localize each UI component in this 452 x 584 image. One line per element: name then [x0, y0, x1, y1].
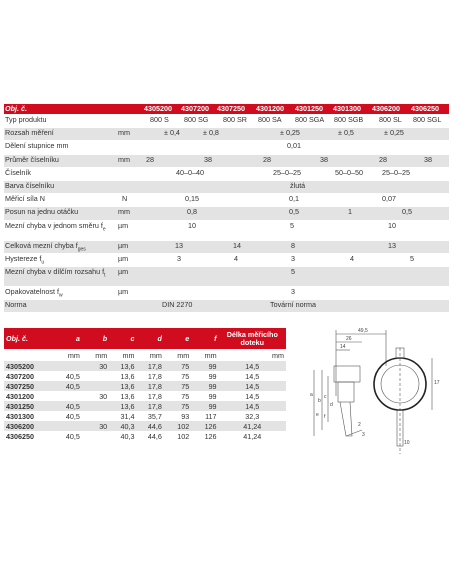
spec-row-label: Průměr číselníku — [5, 154, 59, 164]
spec-code: 4305200 — [144, 104, 172, 113]
spec-value: 0,5 — [402, 207, 412, 217]
spec-value: 8 — [291, 240, 295, 250]
spec-row-label: Dělení stupnice mm — [5, 141, 69, 151]
spec-unit: µm — [118, 266, 129, 276]
body-outline — [338, 382, 354, 402]
spec-value: 14 — [233, 240, 241, 250]
spec-unit: mm — [118, 128, 130, 138]
dimension-label: 49,5 — [358, 328, 368, 334]
spec-value: 3 — [177, 253, 181, 263]
dimension-value: 40,5 — [55, 401, 82, 411]
spec-value: 5 — [410, 253, 414, 263]
dimension-value: 75 — [164, 381, 191, 391]
dimension-label: 10 — [404, 440, 410, 446]
spec-row-force — [4, 194, 449, 207]
dimension-value: 99 — [191, 361, 218, 371]
spec-value: 28 — [263, 154, 271, 164]
dimension-row — [4, 371, 286, 381]
dimension-value: 14,5 — [219, 381, 286, 391]
probe-outline — [340, 402, 352, 436]
dimension-unit: mm — [272, 350, 284, 360]
spec-value: 0,07 — [382, 194, 396, 204]
spec-value: ± 0,25 — [280, 128, 300, 138]
spec-row-partial-range-error — [4, 267, 449, 287]
dimension-label: c — [324, 394, 327, 400]
spec-row-label: Typ produktu — [5, 115, 47, 124]
dimension-value — [82, 411, 109, 421]
spec-value: 10 — [188, 220, 196, 230]
dimension-value: 14,5 — [245, 391, 260, 401]
dimension-value: 31,4 — [120, 411, 135, 421]
dimension-value: 41,24 — [243, 431, 262, 441]
dimension-unit: mm — [122, 350, 135, 360]
dimension-value: 44,6 — [137, 421, 164, 431]
spec-value: 0,5 — [289, 207, 299, 217]
dimension-header: c — [109, 328, 136, 349]
spec-unit: mm — [118, 154, 130, 164]
dimension-value: 14,5 — [219, 401, 286, 411]
dimension-label: b — [318, 398, 321, 404]
spec-value: 10 — [388, 220, 396, 230]
dimension-value — [82, 381, 109, 391]
dimension-row — [4, 411, 286, 421]
spec-value: 4 — [234, 253, 238, 263]
dimension-unit: mm — [95, 350, 108, 360]
dimension-value: 40,5 — [65, 371, 80, 381]
dimension-label: 17 — [434, 380, 440, 386]
spec-row-label: Norma — [5, 300, 27, 310]
dimension-value: 30 — [82, 361, 109, 371]
spec-row-label-text: Mezní chyba v jednom směru f — [5, 220, 103, 230]
spec-value: 800 SG — [184, 115, 209, 124]
dimension-value: 117 — [205, 411, 217, 421]
spec-unit: µm — [118, 240, 129, 250]
dimension-value: 17,8 — [147, 371, 162, 381]
dimension-header: Obj. č. — [4, 328, 55, 349]
dimension-code: 4306200 — [4, 421, 55, 431]
spec-row-label-sub: w — [58, 292, 63, 299]
spec-row-label — [5, 266, 113, 279]
spec-row-label-sub: ges — [77, 245, 86, 252]
dimension-value: 13,6 — [109, 381, 136, 391]
spec-value: 800 SR — [223, 115, 247, 124]
spec-row-repeatability — [4, 287, 449, 300]
dimension-code: 4301250 — [4, 401, 55, 411]
dimension-value: 99 — [191, 401, 218, 411]
dimension-header: Délka měřicího doteku — [219, 328, 286, 349]
dimension-label: 26 — [346, 336, 352, 342]
spec-row-dial-color — [4, 181, 449, 194]
dimension-value — [55, 391, 82, 401]
dimension-value: 30 — [99, 391, 108, 401]
dimension-label: a — [310, 392, 313, 398]
spec-value: 1 — [348, 207, 352, 217]
dimension-header: d — [137, 328, 164, 349]
dimension-unit: mm — [204, 350, 217, 360]
spec-row-label — [5, 222, 110, 230]
spec-row-error-one-direction — [4, 221, 449, 241]
spec-value: 50–0–50 — [335, 167, 363, 177]
body-outline — [334, 366, 360, 382]
spec-row-label — [5, 242, 117, 250]
dimension-value: 40,3 — [109, 421, 136, 431]
dimension-value: 17,8 — [137, 361, 164, 371]
dimension-unit: mm — [67, 350, 80, 360]
spec-value: 25–0–25 — [382, 167, 410, 177]
spec-row-label: Rozsah měření — [5, 128, 54, 138]
spec-value: 38 — [320, 154, 328, 164]
dimension-header: e — [164, 328, 191, 349]
dimension-row — [4, 391, 286, 401]
dimension-row — [4, 431, 286, 441]
spec-code: 4307200 — [181, 104, 209, 113]
dimension-value: 126 — [204, 431, 217, 441]
dimension-unit — [4, 349, 55, 361]
dimension-value: 102 — [177, 431, 190, 441]
spec-value: ± 0,4 — [164, 128, 180, 138]
dimension-table — [4, 328, 286, 441]
dimension-value: 40,5 — [65, 431, 80, 441]
dimension-label: d — [330, 402, 333, 408]
dimension-value: 75 — [181, 391, 190, 401]
dimension-value: 35,7 — [147, 411, 162, 421]
spec-value: 38 — [204, 154, 212, 164]
spec-table — [4, 104, 449, 313]
spec-value: ± 0,8 — [203, 128, 219, 138]
dimension-code: 4301300 — [6, 411, 34, 421]
spec-code: 4301250 — [295, 104, 323, 113]
dimension-value: 126 — [191, 421, 218, 431]
dimension-value — [82, 401, 109, 411]
spec-value: 0,15 — [185, 194, 199, 204]
spec-row-travel — [4, 207, 449, 220]
dimension-value: 17,8 — [137, 381, 164, 391]
spec-value: ± 0,5 — [338, 128, 354, 138]
dimension-row — [4, 361, 286, 371]
spec-value: 3 — [291, 253, 295, 263]
spec-value: 40–0–40 — [176, 167, 204, 177]
dimension-value: 44,6 — [147, 431, 162, 441]
spec-unit: µm — [118, 220, 129, 230]
spec-value: DIN 2270 — [162, 300, 193, 310]
dimension-value: 40,5 — [65, 411, 80, 421]
spec-code: 4301200 — [256, 104, 284, 113]
spec-value: žlutá — [290, 180, 306, 190]
spec-value: 5 — [290, 220, 294, 230]
dimension-value — [55, 421, 82, 431]
spec-row-type — [4, 115, 449, 128]
spec-value: Tovární norma — [270, 300, 316, 310]
spec-row-range — [4, 128, 449, 141]
spec-header-row — [4, 104, 449, 115]
dimension-value: 75 — [164, 361, 191, 371]
dimension-code: 4307200 — [6, 371, 34, 381]
dimension-value — [82, 431, 109, 441]
spec-value: 0,01 — [287, 141, 301, 151]
dimension-label: 3 — [362, 432, 365, 438]
dimension-value: 13,6 — [120, 371, 135, 381]
dimension-label: e — [316, 412, 319, 418]
dimension-code: 4301200 — [6, 391, 34, 401]
dimension-row — [4, 401, 286, 411]
spec-row-label: Posun na jednu otáčku — [5, 207, 79, 217]
spec-unit: N — [122, 194, 128, 204]
dimension-value: 99 — [191, 381, 218, 391]
spec-row-standard — [4, 300, 449, 313]
spec-value: 4 — [350, 253, 354, 263]
dimension-unit: mm — [177, 350, 190, 360]
spec-value: 25–0–25 — [273, 167, 301, 177]
dimension-value: 41,24 — [219, 421, 286, 431]
technical-drawing — [300, 326, 450, 454]
dimension-row — [4, 421, 286, 431]
spec-row-label: Měřicí síla N — [5, 194, 45, 204]
dimension-value — [82, 371, 109, 381]
spec-row-label-text: Opakovatelnost f — [5, 286, 59, 296]
dimension-value: 75 — [181, 371, 190, 381]
spec-row-hysteresis — [4, 254, 449, 267]
dimension-value: 99 — [208, 371, 217, 381]
dimension-value: 32,3 — [245, 411, 260, 421]
dimension-row — [4, 381, 286, 391]
dimension-unit: mm — [149, 350, 162, 360]
spec-row-label: Barva číselníku — [5, 180, 55, 190]
spec-value: 3 — [291, 286, 295, 296]
dimension-code: 4306250 — [6, 431, 34, 441]
spec-value: ± 0,25 — [384, 128, 404, 138]
spec-row-label: Číselník — [5, 167, 31, 177]
spec-value: 13 — [388, 240, 396, 250]
spec-row-label-text: Hystereze f — [5, 253, 42, 263]
dimension-code: 4307250 — [4, 381, 55, 391]
spec-value: 800 SGB — [334, 115, 364, 124]
spec-row-label — [5, 286, 117, 299]
dimension-value: 93 — [181, 411, 190, 421]
spec-row-label-sub: t — [104, 272, 106, 279]
spec-value: 13 — [175, 240, 183, 250]
dimension-value: 40,5 — [55, 381, 82, 391]
spec-value: 800 SGL — [413, 115, 442, 124]
spec-value: 38 — [424, 154, 432, 164]
dimension-value: 40,3 — [120, 431, 135, 441]
dimension-value: 14,5 — [245, 371, 260, 381]
dimension-value: 17,8 — [147, 391, 162, 401]
dimension-value: 14,5 — [219, 361, 286, 371]
spec-unit: µm — [118, 253, 129, 263]
dimension-header: f — [191, 328, 218, 349]
dimension-code: 4305200 — [4, 361, 55, 371]
dimension-header-row — [4, 328, 286, 349]
dimension-value: 13,6 — [109, 361, 136, 371]
dimension-body — [4, 349, 286, 441]
dimension-value: 13,6 — [109, 401, 136, 411]
spec-value: 800 SGA — [295, 115, 325, 124]
spec-value: 5 — [291, 266, 295, 276]
spec-row-label-sub: e — [102, 225, 106, 232]
spec-row-dial-diameter — [4, 155, 449, 168]
spec-value: 28 — [379, 154, 387, 164]
dimension-label: f — [324, 414, 326, 420]
spec-row-label-text: Celková mezní chyba f — [5, 240, 78, 250]
spec-code: 4306250 — [411, 104, 439, 113]
spec-code: 4306200 — [372, 104, 400, 113]
spec-value: 800 SA — [258, 115, 282, 124]
spec-row-label-sub: u — [41, 259, 45, 266]
spec-header-label: Obj. č. — [5, 104, 27, 113]
spec-value: 0,1 — [289, 194, 299, 204]
dimension-value: 13,6 — [120, 391, 135, 401]
dimension-value: 102 — [164, 421, 191, 431]
spec-value: 800 S — [150, 115, 169, 124]
spec-code: 4307250 — [217, 104, 245, 113]
spec-value: 28 — [146, 154, 154, 164]
spec-unit: mm — [118, 207, 130, 217]
spec-row-division — [4, 141, 449, 154]
spec-unit: µm — [118, 286, 129, 296]
spec-row-label — [5, 253, 117, 266]
dimension-value: 17,8 — [137, 401, 164, 411]
spec-value: 800 SL — [379, 115, 402, 124]
spec-value: 0,8 — [187, 207, 197, 217]
spec-row-total-error — [4, 241, 449, 254]
spec-code: 4301300 — [333, 104, 361, 113]
spec-row-dial — [4, 168, 449, 181]
spec-row-label-text: Mezní chyba v dílčím rozsahu f — [5, 266, 105, 276]
dimension-header: a — [55, 328, 82, 349]
drawing-lines — [314, 330, 432, 454]
probe-tip — [346, 430, 362, 436]
dimension-label: 2 — [358, 422, 361, 428]
dimension-value: 75 — [164, 401, 191, 411]
dimension-label: 14 — [340, 344, 346, 350]
dimension-value: 30 — [82, 421, 109, 431]
dimension-units-row — [4, 349, 286, 361]
dimension-header: b — [82, 328, 109, 349]
dimension-value — [55, 361, 82, 371]
dimension-value: 99 — [208, 391, 217, 401]
